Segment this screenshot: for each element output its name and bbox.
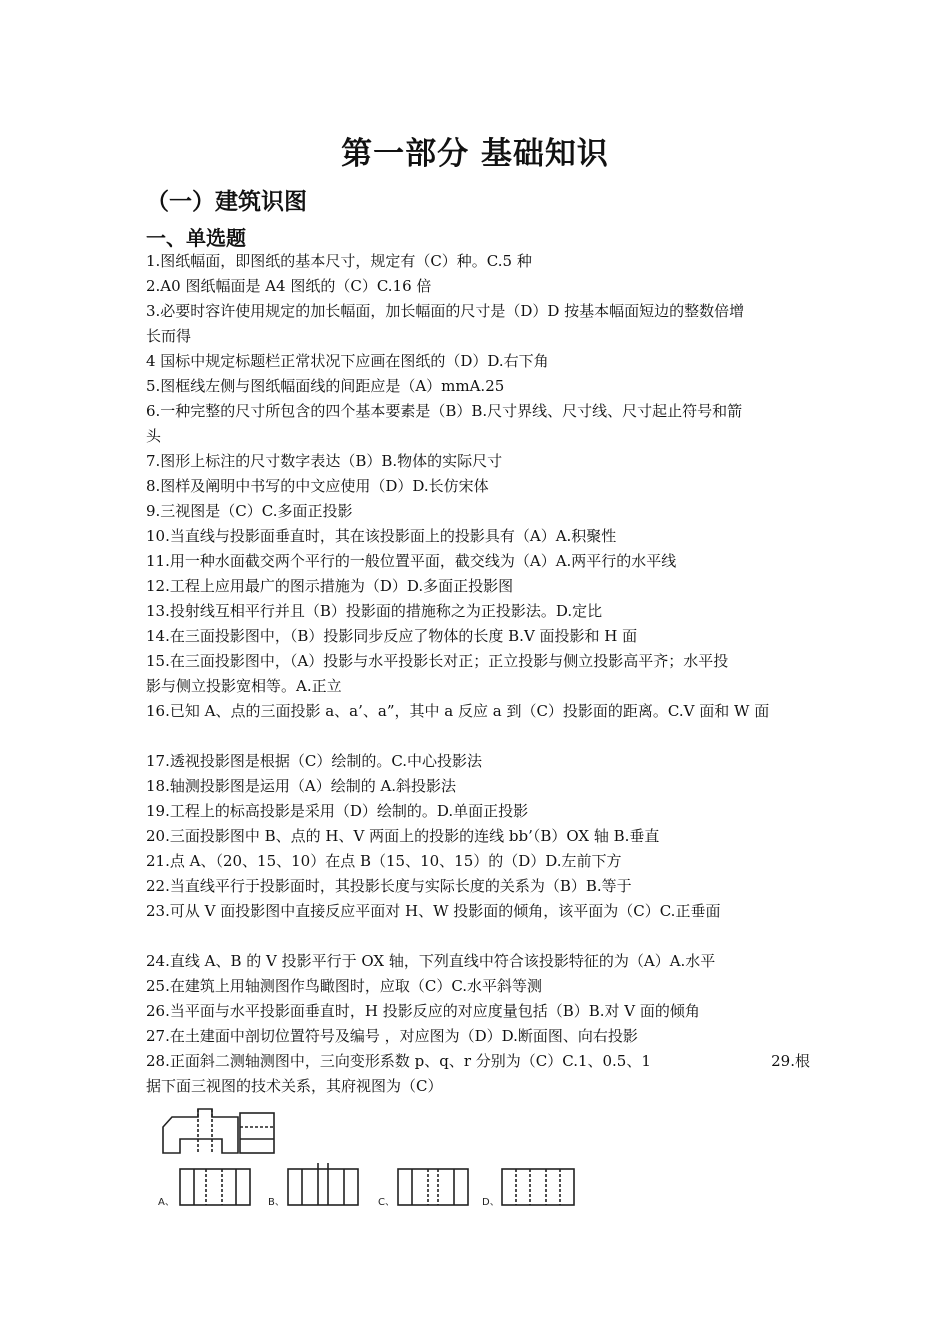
option-b-view — [288, 1169, 358, 1205]
page-title: 第一部分 基础知识 — [341, 136, 609, 172]
question-line: 9.三视图是（C）C.多面正投影 — [146, 502, 353, 520]
question-29-start: 29.根 — [771, 1052, 810, 1070]
question-line: 长而得 — [146, 327, 192, 345]
front-view — [163, 1109, 238, 1153]
question-line: 18.轴测投影图是运用（A）绘制的 A.斜投影法 — [146, 777, 457, 795]
question-line: 4 国标中规定标题栏正常状况下应画在图纸的（D）D.右下角 — [146, 352, 549, 370]
option-b-label: B、 — [268, 1197, 285, 1208]
question-line: 14.在三面投影图中，（B）投影同步反应了物体的长度 B.V 面投影和 H 面 — [146, 627, 638, 645]
three-view-figure — [158, 1105, 588, 1220]
three-view-drawing — [158, 1105, 588, 1220]
question-line: 23.可从 V 面投影图中直接反应平面对 H、W 投影面的倾角，该平面为（C）C.正垂面 — [146, 902, 721, 920]
blank-line — [146, 724, 810, 749]
option-d-label: D、 — [482, 1197, 500, 1208]
question-list — [146, 249, 810, 1099]
question-line: 5.图框线左侧与图纸幅面线的间距应是（A）mmA.25 — [146, 377, 505, 395]
section-heading: 一、单选题 — [146, 226, 246, 250]
question-line: 1.图纸幅面，即图纸的基本尺寸，规定有（C）种。C.5 种 — [146, 252, 532, 270]
question-line: 10.当直线与投影面垂直时，其在该投影面上的投影具有（A）A.积聚性 — [146, 527, 617, 545]
option-c-view — [398, 1169, 468, 1205]
question-line: 21.点 A、（20、15、10）在点 B（15、10、15）的（D）D.左前下方 — [146, 852, 622, 870]
question-line: 22.当直线平行于投影面时，其投影长度与实际长度的关系为（B）B.等于 — [146, 877, 632, 895]
question-line: 15.在三面投影图中，（A）投影与水平投影长对正；正立投影与侧立投影高平齐；水平投 — [146, 652, 729, 670]
question-line-29: 据下面三视图的技术关系，其府视图为（C） — [146, 1077, 443, 1095]
question-line: 17.透视投影图是根据（C）绘制的。C.中心投影法 — [146, 752, 483, 770]
question-line: 8.图样及阐明中书写的中文应使用（D）D.长仿宋体 — [146, 477, 489, 495]
question-line: 13.投射线互相平行并且（B）投影面的措施称之为正投影法。D.定比 — [146, 602, 603, 620]
option-d-view — [502, 1169, 574, 1205]
chapter-heading: （一）建筑识图 — [146, 189, 307, 215]
question-line: 20.三面投影图中 B、点的 H、V 两面上的投影的连线 bb’（B）OX 轴 B.垂直 — [146, 827, 660, 845]
question-line: 25.在建筑上用轴测图作鸟瞰图时，应取（C）C.水平斜等测 — [146, 977, 543, 995]
question-line: 26.当平面与水平投影面垂直时，H 投影反应的对应度量包括（B）B.对 V 面的倾角 — [146, 1002, 700, 1020]
question-line: 7.图形上标注的尺寸数字表达（B）B.物体的实际尺寸 — [146, 452, 503, 470]
question-line: 头 — [146, 427, 162, 445]
question-line-28 — [146, 1049, 810, 1074]
blank-line — [146, 924, 810, 949]
option-a-view — [180, 1169, 250, 1205]
question-line: 3.必要时容许使用规定的加长幅面，加长幅面的尺寸是（D）D 按基本幅面短边的整数倍增 — [146, 302, 745, 320]
question-line: 19.工程上的标高投影是采用（D）绘制的。D.单面正投影 — [146, 802, 529, 820]
question-line: 2.A0 图纸幅面是 A4 图纸的（C）C.16 倍 — [146, 277, 432, 295]
option-c-label: C、 — [378, 1197, 395, 1208]
question-line: 16.已知 A、点的三面投影 a、a’、a”，其中 a 反应 a 到（C）投影面的距离。C.V 面和 W 面 — [146, 702, 770, 720]
question-line: 11.用一种水面截交两个平行的一般位置平面，截交线为（A）A.两平行的水平线 — [146, 552, 677, 570]
question-28-text: 28.正面斜二测轴测图中，三向变形系数 p、q、r 分别为（C）C.1、0.5、1 — [146, 1052, 651, 1070]
question-line: 影与侧立投影宽相等。A.正立 — [146, 677, 342, 695]
question-line: 6.一种完整的尺寸所包含的四个基本要素是（B）B.尺寸界线、尺寸线、尺寸起止符号和箭 — [146, 402, 743, 420]
question-line: 24.直线 A、B 的 V 投影平行于 OX 轴，下列直线中符合该投影特征的为（A）A.水平 — [146, 952, 716, 970]
option-a-label: A、 — [158, 1197, 175, 1208]
question-line: 12.工程上应用最广的图示措施为（D）D.多面正投影图 — [146, 577, 514, 595]
question-line: 27.在土建面中剖切位置符号及编号 ，对应图为（D）D.断面图、向右投影 — [146, 1027, 638, 1045]
side-view — [240, 1113, 274, 1153]
